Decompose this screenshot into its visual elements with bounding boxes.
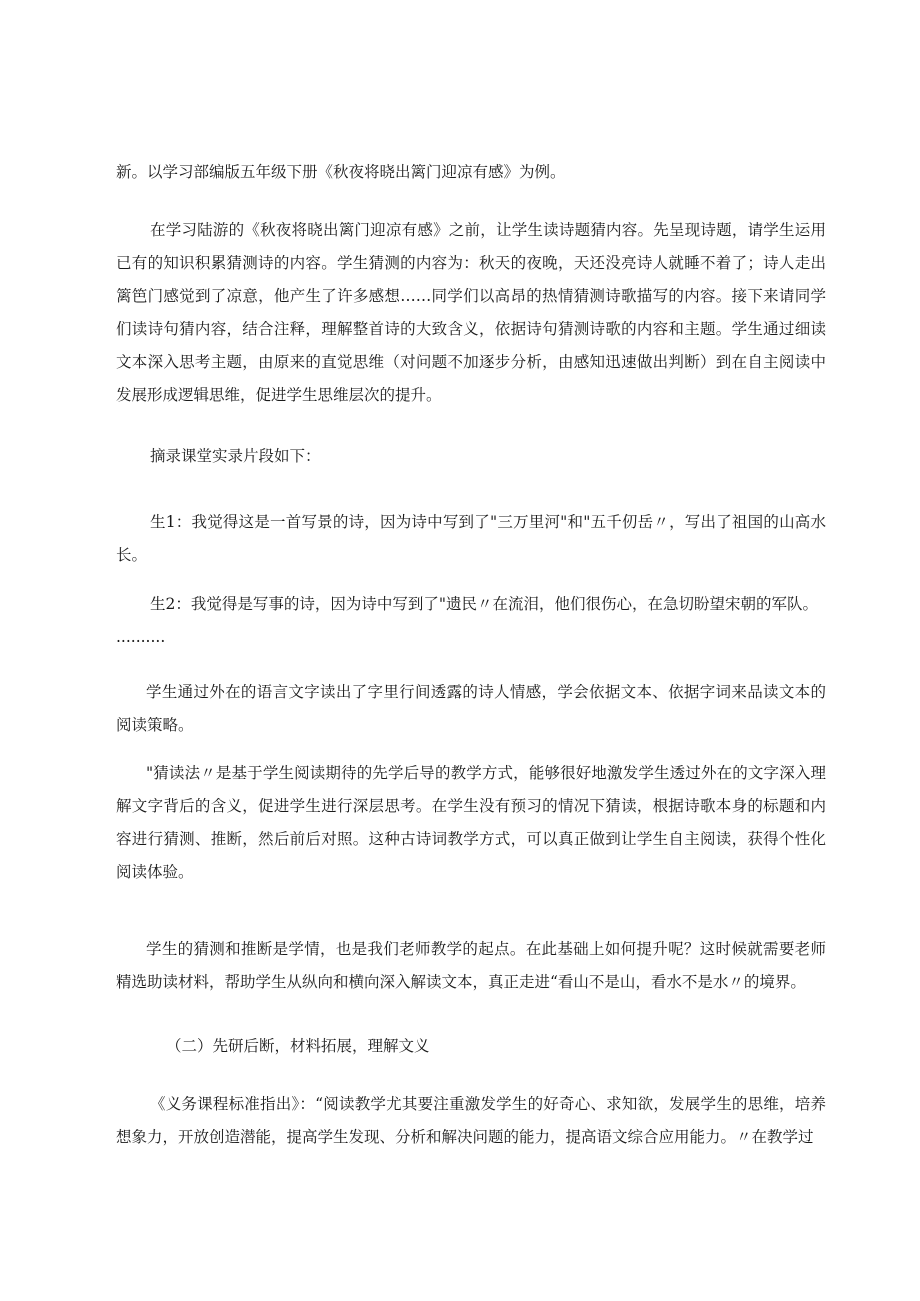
paragraph-student-1: 生1：我觉得这是一首写景的诗，因为诗中写到了"三万里河"和"五千仞岳〃，写出了祖国的山高水长。 xyxy=(116,513,826,564)
paragraph-transcript-heading: 摘录课堂实录片段如下： xyxy=(150,447,321,465)
paragraph-guess-title: 在学习陆游的《秋夜将晓出篱门迎凉有感》之前，让学生读诗题猜内容。先呈现诗题，请学生运用已有的知识积累猜测诗的内容。学生猜测的内容为：秋天的夜晚，天还没亮诗人就睡不着了；诗人走出篱笆门感觉到了凉意，他产生了许多感想……同学们以高昂的热情猜测诗歌描写的内容。接下来请同学们读诗句猜内容，结合注释，理解整首诗的大致含义，依据诗句猜测诗歌的内容和主题。学生通过细读文本深入思考主题，由原来的直觉思维（对问题不加逐步分析，由感知迅速做出判断）到在自主阅读中发展形成逻辑思维，促进学生思维层次的提升。 xyxy=(116,221,826,404)
paragraph-guess-method: "猜读法〃是基于学生阅读期待的先学后导的教学方式，能够很好地激发学生透过外在的文字深入理解文字背后的含义，促进学生进行深层思考。在学生没有预习的情况下猜读，根据诗歌本身的标题和内容进行猜测、推断，然后前后对照。这种古诗词教学方式，可以真正做到让学生自主阅读，获得个性化阅读体验。 xyxy=(116,764,826,881)
paragraph-student-2: 生2：我觉得是写事的诗，因为诗中写到了"遗民〃在流泪，他们很伤心，在急切盼望宋朝的军队。 xyxy=(150,595,818,613)
paragraph-starting-point: 学生的猜测和推断是学情，也是我们老师教学的起点。在此基础上如何提升呢？这时候就需要老师精选助读材料，帮助学生从纵向和横向深入解读文本，真正走进“看山不是山，看水不是水〃的境界。 xyxy=(116,940,826,991)
paragraph-curriculum-standard: 《义务课程标准指出》：“阅读教学尤其要注重激发学生的好奇心、求知欲，发展学生的思维，培养想象力，开放创造潜能，提高学生发现、分析和解决问题的能力，提高语文综合应用能力。〃在教学过 xyxy=(116,1095,826,1146)
paragraph-reading-strategy: 学生通过外在的语言文字读出了字里行间透露的诗人情感，学会依据文本、依据字词来品读文本的阅读策略。 xyxy=(116,683,826,734)
paragraph-intro-example: 新。以学习部编版五年级下册《秋夜将晓出篱门迎凉有感》为例。 xyxy=(116,163,566,181)
paragraph-ellipsis: .......... xyxy=(116,628,166,646)
section-heading-material-extension: （二）先研后断，材料拓展，理解文义 xyxy=(166,1037,430,1055)
